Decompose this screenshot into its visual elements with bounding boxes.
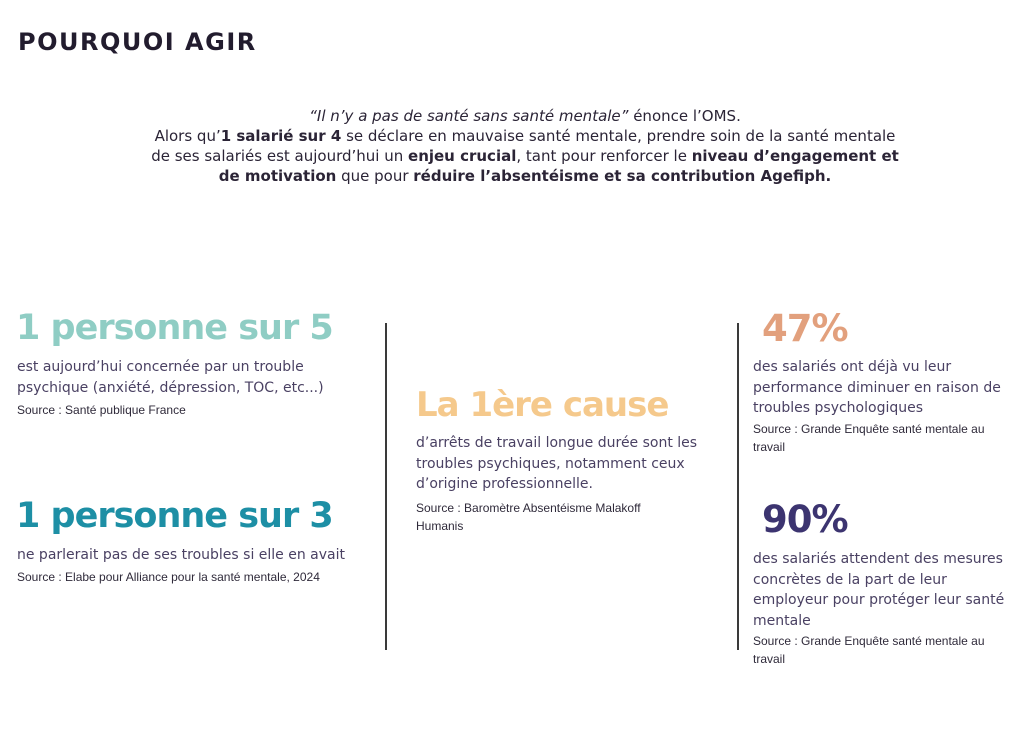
stat-2-description: ne parlerait pas de ses troubles si elle en avait: [17, 547, 345, 563]
intro-quote-suffix: énonce l’OMS.: [628, 107, 741, 125]
stat-3-description: d’arrêts de travail longue durée sont les troubles psychiques, notamment ceux d’origine professionnelle.: [416, 435, 698, 492]
divider-left: [385, 323, 387, 650]
stat-4-figure: 47%: [762, 307, 848, 350]
stat-4-description: des salariés ont déjà vu leur performance diminuer en raison de troubles psychologiques: [753, 359, 1001, 416]
stat-5-source: Source : Grande Enquête santé mentale au travail: [753, 634, 985, 666]
stat-1-description: est aujourd’hui concernée par un trouble psychique (anxiété, dépression, TOC, etc...): [17, 359, 324, 396]
intro-bold-2: enjeu crucial: [408, 147, 517, 165]
intro-bold-4: réduire l’absentéisme et sa contribution Agefiph.: [413, 167, 832, 185]
intro-bold-1: 1 salarié sur 4: [220, 127, 342, 145]
page-title: POURQUOI AGIR: [18, 28, 257, 56]
stat-3-figure: La 1ère cause: [416, 385, 669, 425]
divider-right: [737, 323, 739, 650]
intro-text-1: Alors qu’: [154, 127, 221, 145]
stat-4-source: Source : Grande Enquête santé mentale au travail: [753, 422, 985, 454]
stat-3-source: Source : Baromètre Absentéisme Malakoff Humanis: [416, 501, 641, 533]
intro-paragraph: [150, 106, 900, 186]
intro-bold-3: niveau d’engagement et de motivation: [218, 147, 899, 185]
stat-2-source: Source : Elabe pour Alliance pour la santé mentale, 2024: [17, 570, 320, 584]
stat-5-description: des salariés attendent des mesures concrètes de la part de leur employeur pour protéger leur santé mentale: [753, 551, 1005, 629]
stat-2-figure: 1 personne sur 3: [16, 496, 333, 536]
intro-quote: “Il n’y a pas de santé sans santé mentale”: [309, 107, 629, 125]
intro-text-2: se déclare en mauvaise santé mentale, prendre soin de la santé mentale de ses salariés est aujourd’hui un: [151, 127, 896, 165]
stat-1-figure: 1 personne sur 5: [16, 308, 333, 348]
stat-1-source: Source : Santé publique France: [17, 403, 186, 417]
stat-5-figure: 90%: [762, 498, 848, 541]
intro-text-4: que pour: [336, 167, 414, 185]
intro-text-3: , tant pour renforcer le: [516, 147, 692, 165]
